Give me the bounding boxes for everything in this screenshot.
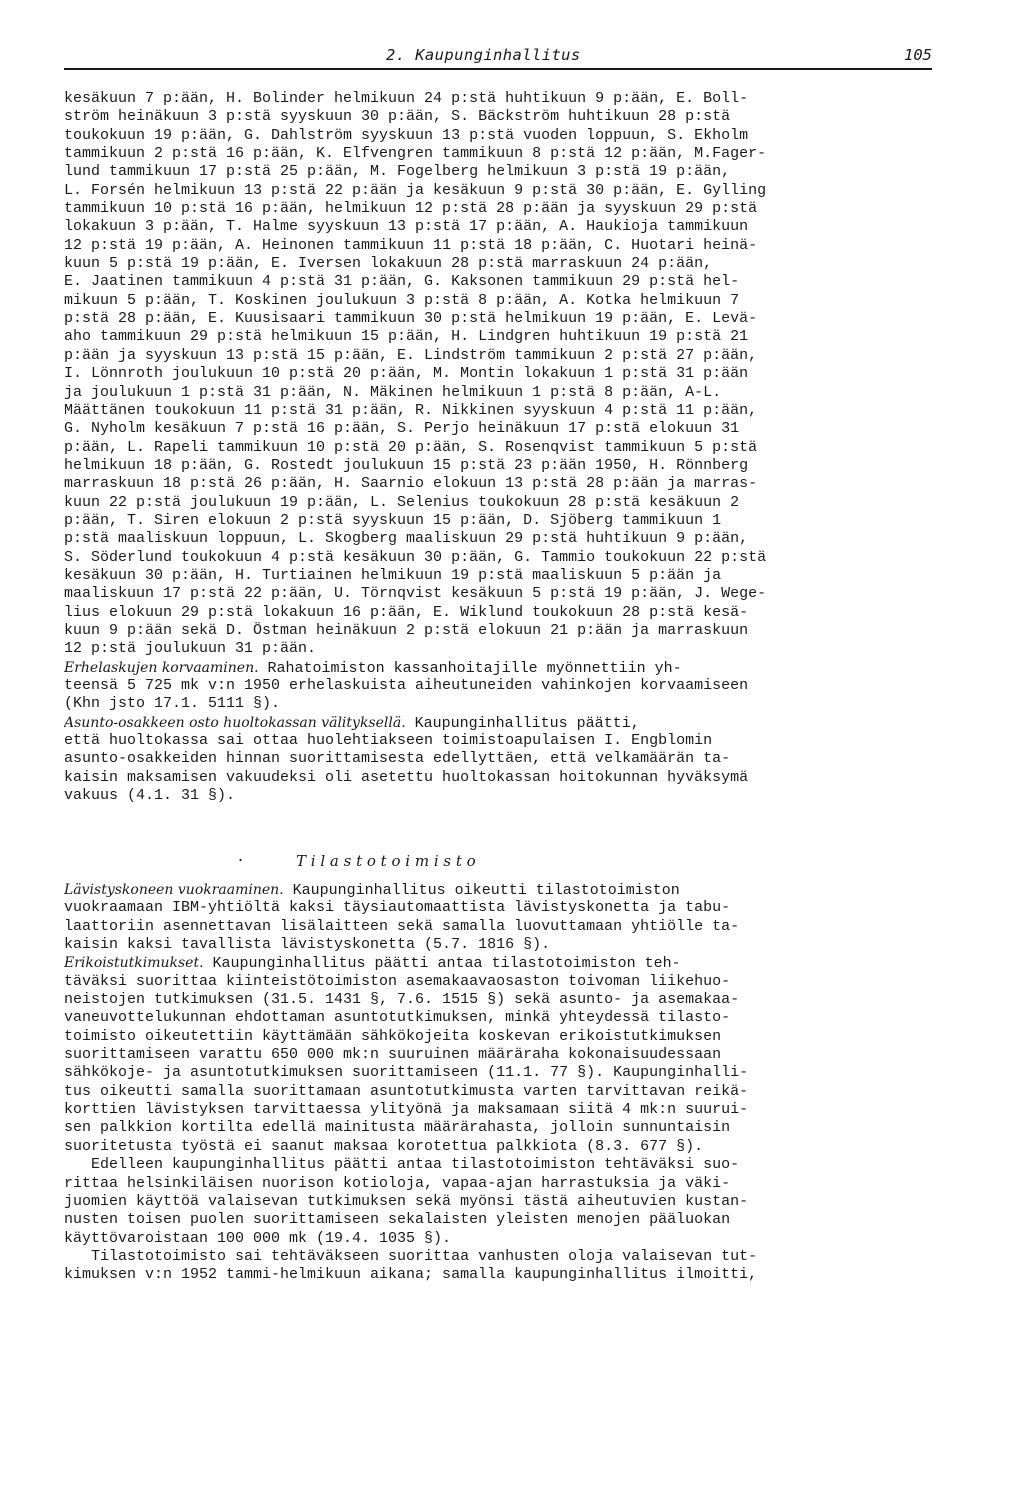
line-text: lund tammikuun 17 p:stä 25 p:ään, M. Fogelberg helmikuun 3 p:stä 19 p:ään, <box>64 163 731 181</box>
line-text: vaneuvottelukunnan ehdottaman asuntotutkimuksen, minkä yhteydessä tilasto- <box>64 1009 731 1027</box>
text-line <box>64 1138 944 1156</box>
line-text: lius elokuun 29 p:stä lokakuun 16 p:ään, E. Wiklund toukokuun 28 p:stä kesä- <box>64 603 749 621</box>
text-line <box>64 622 944 640</box>
text-line <box>64 918 944 936</box>
line-text: Määttänen toukokuun 11 p:stä 31 p:ään, R. Nikkinen syyskuun 4 p:stä 11 p:ään, <box>64 401 758 419</box>
text-line <box>64 439 944 457</box>
text-line <box>64 750 944 768</box>
text-line <box>64 1156 944 1174</box>
text-line <box>64 90 944 108</box>
text-line <box>64 549 944 567</box>
text-line <box>64 127 944 145</box>
line-text: kuun 5 p:stä 19 p:ään, E. Iversen lokakuun 28 p:stä marraskuun 24 p:ään, <box>64 255 713 273</box>
line-text: maaliskuun 17 p:stä 22 p:ään, U. Törnqvist kesäkuun 5 p:stä 19 p:ään, J. Wege- <box>64 585 767 603</box>
line-text: S. Söderlund toukokuun 4 p:stä kesäkuun 30 p:ään, G. Tammio toukokuun 22 p:stä <box>64 548 767 566</box>
line-text: mikuun 5 p:ään, T. Koskinen joulukuun 3 p:stä 8 p:ään, A. Kotka helmikuun 7 <box>64 291 740 309</box>
line-text: Kaupunginhallitus oikeutti tilastotoimiston <box>283 882 680 899</box>
line-text: p:stä maaliskuun loppuun, L. Skogberg maaliskuun 29 p:stä huhtikuun 9 p:ään, <box>64 530 749 548</box>
text-line <box>64 604 944 622</box>
text-line <box>64 163 944 181</box>
text-line <box>64 1266 944 1284</box>
line-text: tammikuun 10 p:stä 16 p:ään, helmikuun 12 p:stä 28 p:ään ja syyskuun 29 p:stä <box>64 200 758 218</box>
line-text: (Khn jsto 17.1. 5111 §). <box>64 695 281 713</box>
line-text: kesäkuun 30 p:ään, H. Turtiainen helmikuun 19 p:stä maaliskuun 5 p:ään ja <box>64 566 722 584</box>
line-text: G. Nyholm kesäkuun 7 p:stä 16 p:ään, S. Perjo heinäkuun 17 p:stä elokuun 31 <box>64 420 740 438</box>
line-text: Rahatoimiston kassanhoitajille myönnettiin yh- <box>258 659 682 677</box>
line-text: kaisin maksamisen vakuudeksi oli asetettu huoltokassan hoitokunnan hyväksymä <box>64 768 749 786</box>
line-text: tus oikeutti samalla suorittamaan asuntotutkimusta varten tarvittavan reikä- <box>64 1082 749 1100</box>
paragraph-heading: Asunto-osakkeen osto huoltokassan välityksellä. <box>64 714 406 731</box>
line-text: sähkökoje- ja asuntotutkimuksen suorittamiseen (11.1. 77 §). Kaupunginhalli- <box>64 1064 749 1082</box>
text-line <box>64 732 944 750</box>
line-text: ström heinäkuun 3 p:stä syyskuun 30 p:ään, S. Bäckström huhtikuun 28 p:stä <box>64 108 731 126</box>
text-line <box>64 328 944 346</box>
line-text: vuokraamaan IBM-yhtiöltä kaksi täysiautomaattista lävistyskonetta ja tabu- <box>64 899 731 917</box>
line-text: ja joulukuun 1 p:stä 31 p:ään, N. Mäkinen helmikuun 1 p:stä 8 p:ään, A-L. <box>64 383 722 401</box>
line-text: suoritetusta työstä ei saanut maksaa korotettua palkkiota (8.3. 677 §). <box>64 1137 704 1155</box>
text-line <box>64 659 944 677</box>
text-line <box>64 494 944 512</box>
line-text: marraskuun 18 p:stä 26 p:ään, H. Saarnio elokuun 13 p:stä 28 p:ään ja marras- <box>64 475 758 493</box>
line-text: käyttövaroistaan 100 000 mk (19.4. 1035 §). <box>64 1229 452 1247</box>
text-line <box>64 567 944 585</box>
line-text: Kaupunginhallitus päätti antaa tilastotoimiston teh- <box>203 955 681 973</box>
line-text: p:stä 28 p:ään, E. Kuusisaari tammikuun 30 p:stä helmikuun 19 p:ään, E. Levä- <box>64 310 758 328</box>
text-line <box>64 1064 944 1082</box>
text-line <box>64 365 944 383</box>
text-line <box>64 769 944 787</box>
line-text: p:ään, T. Siren elokuun 2 p:stä syyskuun 15 p:ään, D. Sjöberg tammikuun 1 <box>64 511 722 529</box>
line-text: että huoltokassa sai ottaa huolehtiakseen toimistoapulaisen I. Engblomin <box>64 732 713 750</box>
text-line <box>64 991 944 1009</box>
text-line <box>64 1083 944 1101</box>
line-text: Tilastotoimisto sai tehtäväkseen suorittaa vanhusten oloja valaisevan tut- <box>64 1247 758 1265</box>
text-line <box>64 640 944 658</box>
section-heading: T i l a s t o t o i m i s t o <box>296 852 476 870</box>
line-text: L. Forsén helmikuun 13 p:stä 22 p:ään ja kesäkuun 9 p:stä 30 p:ään, E. Gylling <box>64 181 767 199</box>
text-line <box>64 347 944 365</box>
text-line <box>64 108 944 126</box>
line-text: rittaa helsinkiläisen nuorison kotioloja, vapaa-ajan harrastuksia ja väki- <box>64 1174 731 1192</box>
paragraph-heading: Lävistyskoneen vuokraaminen. <box>64 882 284 898</box>
line-text: aho tammikuun 29 p:stä helmikuun 15 p:ään, H. Lindgren huhtikuun 19 p:stä 21 <box>64 328 749 346</box>
line-text: sen palkkion kortilta edellä mainitusta määrärahasta, jolloin sunnuntaisin <box>64 1119 731 1137</box>
line-text: korttien lävistyksen tarvittaessa ylityönä ja maksamaan siitä 4 mk:n suurui- <box>64 1101 749 1119</box>
text-line <box>64 384 944 402</box>
text-line <box>64 677 944 695</box>
line-text: suorittamiseen varattu 650 000 mk:n suuruinen määräraha kokonaisuudessaan <box>64 1046 722 1064</box>
line-text: kuun 9 p:ään sekä D. Östman heinäkuun 2 p:stä elokuun 21 p:ään ja marraskuun <box>64 621 749 639</box>
line-text: kaisin kaksi tavallista lävistyskonetta (5.7. 1816 §). <box>64 936 551 954</box>
text-line <box>64 1028 944 1046</box>
stray-mark: · <box>236 852 246 869</box>
paragraph-heading: Erhelaskujen korvaaminen. <box>64 659 259 676</box>
running-title: 2. Kaupunginhallitus <box>386 46 581 64</box>
line-text: vakuus (4.1. 31 §). <box>64 787 236 805</box>
line-text: juomien käyttöä valaisevan tutkimuksen sekä myönsi tästä aiheutuvien kustan- <box>64 1192 749 1210</box>
line-text: kimuksen v:n 1952 tammi-helmikuun aikana; samalla kaupunginhallitus ilmoitti, <box>64 1266 758 1284</box>
line-text: teensä 5 725 mk v:n 1950 erhelaskuista aiheutuneiden vahinkojen korvaamiseen <box>64 677 749 694</box>
text-line <box>64 182 944 200</box>
text-line <box>64 1193 944 1211</box>
text-line <box>64 512 944 530</box>
text-line <box>64 420 944 438</box>
text-line <box>64 1009 944 1027</box>
line-text: Edelleen kaupunginhallitus päätti antaa tilastotoimiston tehtäväksi suo- <box>64 1156 740 1174</box>
page-number: 105 <box>904 46 932 64</box>
page-header <box>64 44 932 70</box>
text-line <box>64 954 944 972</box>
line-text: kesäkuun 7 p:ään, H. Bolinder helmikuun 24 p:stä huhtikuun 9 p:ään, E. Boll- <box>64 90 749 107</box>
text-line <box>64 1211 944 1229</box>
paragraph-heading: Erikoistutkimukset. <box>64 955 204 972</box>
text-line <box>64 973 944 991</box>
line-text: 12 p:stä joulukuun 31 p:ään. <box>64 640 317 658</box>
line-text: laattoriin asennettavan lisälaitteen sekä samalla luovuttamaan yhtiölle ta- <box>64 917 740 935</box>
text-line <box>64 1119 944 1137</box>
line-text: I. Lönnroth joulukuun 10 p:stä 20 p:ään, M. Montin lokakuun 1 p:stä 31 p:ään <box>64 365 749 383</box>
text-line <box>64 237 944 255</box>
line-text: p:ään, L. Rapeli tammikuun 10 p:stä 20 p:ään, S. Rosenqvist tammikuun 5 p:stä <box>64 438 758 456</box>
text-line <box>64 1248 944 1266</box>
body-text-block-1 <box>64 90 944 805</box>
text-line <box>64 1101 944 1119</box>
text-line <box>64 457 944 475</box>
text-line <box>64 1046 944 1064</box>
line-text: täväksi suorittaa kiinteistötoimiston asemakaavaosaston toivoman liikehuo- <box>64 972 731 990</box>
text-line <box>64 292 944 310</box>
text-line <box>64 475 944 493</box>
text-line <box>64 255 944 273</box>
text-line <box>64 310 944 328</box>
text-line <box>64 530 944 548</box>
line-text: kuun 22 p:stä joulukuun 19 p:ään, L. Selenius toukokuun 28 p:stä kesäkuun 2 <box>64 493 740 511</box>
line-text: 12 p:stä 19 p:ään, A. Heinonen tammikuun 11 p:stä 18 p:ään, C. Huotari heinä- <box>64 236 758 254</box>
line-text: p:ään ja syyskuun 13 p:stä 15 p:ään, E. Lindström tammikuun 2 p:stä 27 p:ään, <box>64 346 758 364</box>
text-line <box>64 273 944 291</box>
text-line <box>64 936 944 954</box>
line-text: lokakuun 3 p:ään, T. Halme syyskuun 13 p:stä 17 p:ään, A. Haukioja tammikuun <box>64 218 749 236</box>
line-text: tammikuun 2 p:stä 16 p:ään, K. Elfvengren tammikuun 8 p:stä 12 p:ään, M.Fager- <box>64 145 767 163</box>
line-text: E. Jaatinen tammikuun 4 p:stä 31 p:ään, G. Kaksonen tammikuun 29 p:stä hel- <box>64 273 740 291</box>
line-text: toimisto oikeutettiin käyttämään sähkökojeita koskevan erikoistutkimuksen <box>64 1027 722 1045</box>
text-line <box>64 714 944 732</box>
text-line <box>64 200 944 218</box>
text-line <box>64 402 944 420</box>
text-line <box>64 1175 944 1193</box>
text-line <box>64 1230 944 1248</box>
text-line <box>64 695 944 713</box>
line-text: nusten toisen puolen suorittamiseen sekalaisten yleisten menojen pääluokan <box>64 1211 731 1229</box>
text-line <box>64 145 944 163</box>
line-text: Kaupunginhallitus päätti, <box>405 714 640 732</box>
body-text-block-2 <box>64 881 944 1285</box>
text-line <box>64 787 944 805</box>
line-text: neistojen tutkimuksen (31.5. 1431 §, 7.6. 1515 §) sekä asunto- ja asemakaa- <box>64 991 740 1009</box>
text-line <box>64 218 944 236</box>
text-line <box>64 585 944 603</box>
text-line <box>64 881 944 899</box>
line-text: helmikuun 18 p:ään, G. Rostedt joulukuun 15 p:stä 23 p:ään 1950, H. Rönnberg <box>64 456 749 474</box>
text-line <box>64 899 944 917</box>
line-text: asunto-osakkeiden hinnan suorittamisesta edellyttäen, että velkamäärän ta- <box>64 750 731 768</box>
line-text: toukokuun 19 p:ään, G. Dahlström syyskuun 13 p:stä vuoden loppuun, S. Ekholm <box>64 126 749 144</box>
